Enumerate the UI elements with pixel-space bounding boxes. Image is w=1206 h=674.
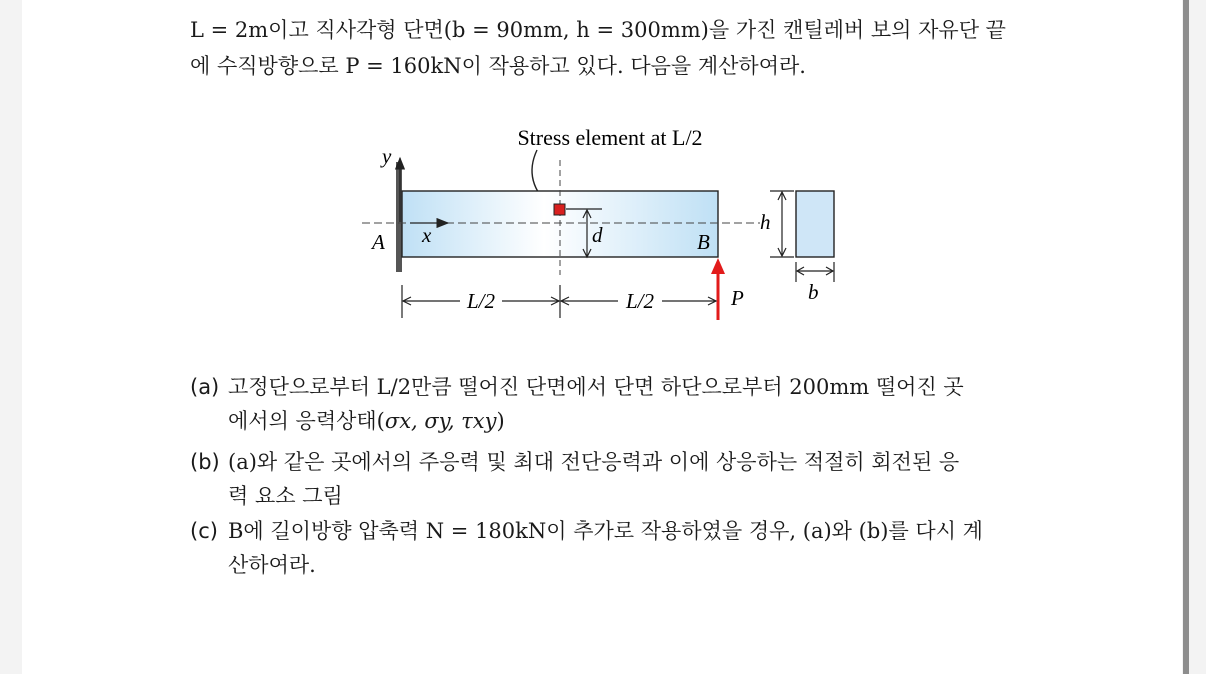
question-b-tag: (b): [190, 450, 220, 474]
cross-section: [796, 191, 834, 257]
fixed-wall: [396, 162, 402, 272]
question-a-line-2-suffix: ): [496, 409, 505, 433]
figure-caption: Stress element at L/2: [517, 125, 703, 150]
question-b-line-2: 력 요소 그림: [228, 484, 343, 508]
question-a-line-1: 고정단으로부터 L/2만큼 떨어진 단면에서 단면 하단으로부터 200mm 떨어진 곳: [228, 375, 964, 399]
dim-right-label: L/2: [625, 289, 655, 313]
force-p-head: [711, 258, 725, 274]
force-p-label: P: [731, 286, 744, 310]
y-axis-label: y: [382, 144, 392, 168]
h-label: h: [760, 210, 771, 234]
point-a-label: A: [372, 230, 385, 254]
question-a-line-2-prefix: 에서의 응력상태(: [228, 409, 385, 433]
stress-element: [554, 204, 565, 215]
b-label: b: [808, 280, 819, 304]
question-a: [190, 370, 1020, 438]
d-label: d: [592, 223, 603, 247]
problem-line-1: L = 2m이고 직사각형 단면(b = 90mm, h = 300mm)을 가진 캔틸레버 보의 자유단 끝: [190, 18, 1006, 42]
point-b-label: B: [697, 230, 710, 254]
question-c-line-2: 산하여라.: [228, 553, 316, 577]
question-c-line-1: B에 길이방향 압축력 N = 180kN이 추가로 작용하였을 경우, (a)와 (b)를 다시 계: [228, 519, 983, 543]
stress-components: σx, σy, τxy: [384, 409, 497, 433]
problem-line-2: 에 수직방향으로 P = 160kN이 작용하고 있다. 다음을 계산하여라.: [190, 54, 806, 78]
dim-left-label: L/2: [466, 289, 496, 313]
question-a-line-2: [228, 404, 1020, 438]
question-c: [190, 514, 1020, 582]
question-a-tag: (a): [190, 375, 220, 399]
x-axis-label: x: [422, 223, 432, 247]
question-b-line-1: (a)와 같은 곳에서의 주응력 및 최대 전단응력과 이에 상응하는 적절히 회전된 응: [228, 450, 960, 474]
question-c-tag: (c): [190, 519, 218, 543]
question-b: [190, 445, 1020, 513]
